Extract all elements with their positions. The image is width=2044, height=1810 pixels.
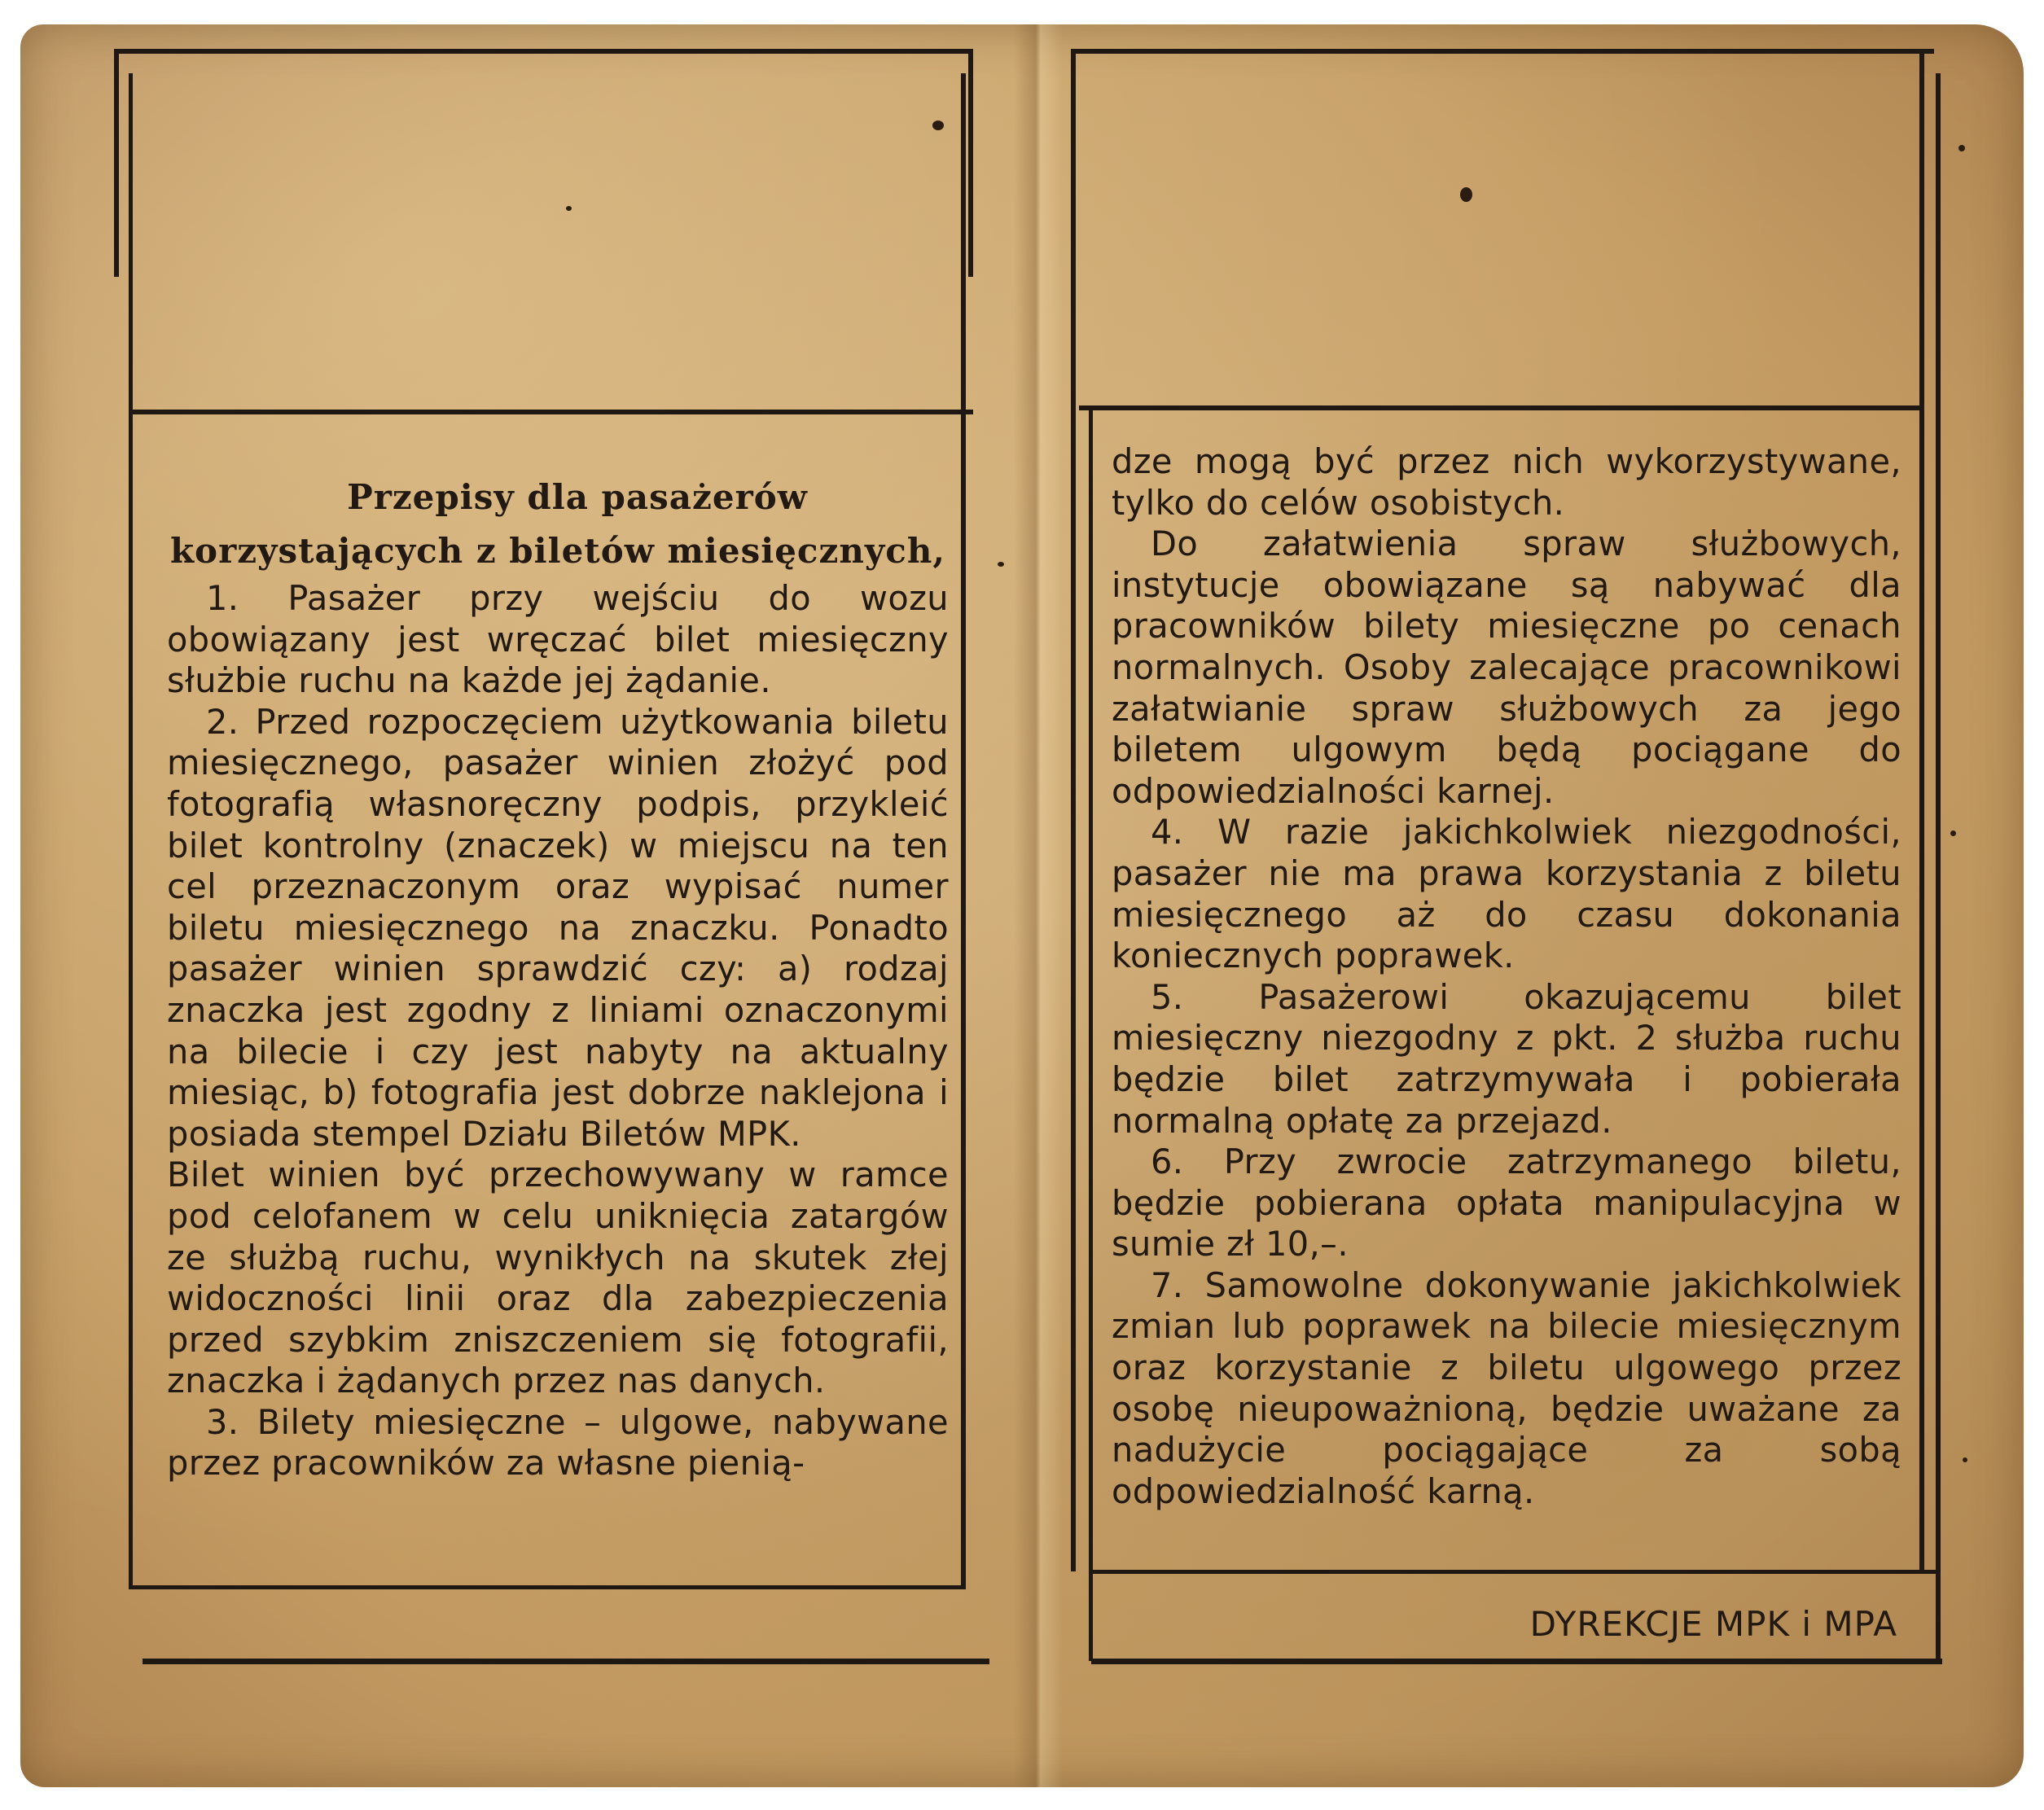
rule-paragraph: Do załatwienia spraw służbowych, instytucje obowiązane są nabywać dla pracowników bilety miesięczne po cenach normalnych. Osoby zalecające pracownikowi załatwianie spraw służbowych za jego biletem ulgowym będą pociągane do odpowiedzialności karnej. — [1112, 524, 1901, 811]
rule-paragraph: 1. Pasażer przy wejściu do wozu obowiązany jest wręczać bilet miesięczny służbie ruchu na każde jej żądanie. — [167, 578, 949, 701]
rule-paragraph: 3. Bilety miesięczne – ulgowe, nabywane przez pracowników za własne pienią- — [167, 1401, 949, 1483]
rule-paragraph: 7. Samowolne dokonywanie jakichkolwiek zmian lub poprawek na bilecie miesięcznym oraz korzystanie z biletu ulgowego przez osobę nieupoważnioną, będzie uważane za nadużycie pociągające za sobą odpowiedzialność karną. — [1112, 1264, 1901, 1511]
rule-paragraph: Bilet winien być przechowywany w ramce pod celofanem w celu uniknięcia zatargów ze służbą ruchu, wynikłych na skutek złej widoczności linii oraz dla zabezpieczenia przed szybkim zniszczeniem się fotografii, znaczka i żądanych przez nas danych. — [167, 1155, 949, 1401]
right-frame-top — [1071, 49, 1934, 54]
left-page-text — [167, 471, 949, 1484]
right-frame-inner-right — [1936, 73, 1941, 1661]
paper-speck — [932, 121, 944, 130]
left-frame-bottom — [143, 1659, 989, 1664]
left-frame-inner-bottom — [129, 1585, 966, 1589]
right-frame-inner-left — [1089, 407, 1093, 1661]
rules-title: Przepisy dla pasażerów korzystających z biletów miesięcznych, — [169, 477, 946, 571]
right-frame-inner-bottom — [1089, 1570, 1940, 1574]
left-frame-outer-right — [968, 49, 973, 277]
paper-speck — [1460, 187, 1472, 202]
center-fold — [1014, 24, 1063, 1787]
rule-paragraph: 4. W razie jakichkolwiek niezgodności, pasażer nie ma prawa korzystania z biletu miesięcznego aż do czasu dokonania koniecznych poprawek. — [1112, 812, 1901, 976]
rule-paragraph: 2. Przed rozpoczęciem użytkowania biletu miesięcznego, pasażer winien złożyć pod fotografią własnoręczny podpis, przykleić bilet kontrolny (znaczek) w miejscu na ten cel przeznaczonym oraz wypisać numer biletu miesięcznego na znaczku. Ponadto pasażer winien sprawdzić czy: a) rodzaj znaczka jest zgodny z liniami oznaczonymi na bilecie i czy jest nabyty na aktualny miesiąc, b) fotografia jest dobrze naklejona i posiada stempel Działu Biletów MPK. — [167, 701, 949, 1154]
right-frame-left — [1071, 49, 1076, 1571]
left-frame-inner-right — [961, 73, 966, 1588]
right-frame-bottom — [1091, 1659, 1942, 1664]
paper-speck — [1963, 1457, 1967, 1462]
rule-paragraph: dze mogą być przez nich wykorzystywane, tylko do celów osobistych. — [1112, 441, 1901, 523]
paper-speck — [998, 562, 1004, 567]
paper-speck — [1958, 145, 1965, 151]
paper-speck — [566, 206, 572, 211]
right-frame-divider — [1079, 405, 1922, 410]
rule-paragraph: 5. Pasażerowi okazującemu bilet miesięczny niezgodny z pkt. 2 służba ruchu będzie bilet zatrzymywała i pobierała normalną opłatę za przejazd. — [1112, 976, 1901, 1141]
right-frame-right — [1919, 49, 1924, 1571]
left-frame-outer-left — [114, 49, 119, 277]
paper-speck — [1950, 830, 1956, 836]
left-frame-top — [114, 49, 973, 54]
issuer-signature: DYREKCJE MPK i MPA — [1529, 1604, 1897, 1644]
rule-paragraph: 6. Przy zwrocie zatrzymanego biletu, będzie pobierana opłata manipulacyjna w sumie zł 10,–. — [1112, 1142, 1901, 1264]
right-page-text — [1112, 441, 1901, 1512]
left-frame-inner-left — [129, 73, 133, 1588]
left-frame-divider — [129, 410, 973, 414]
ticket-booklet-sheet — [20, 24, 2024, 1787]
